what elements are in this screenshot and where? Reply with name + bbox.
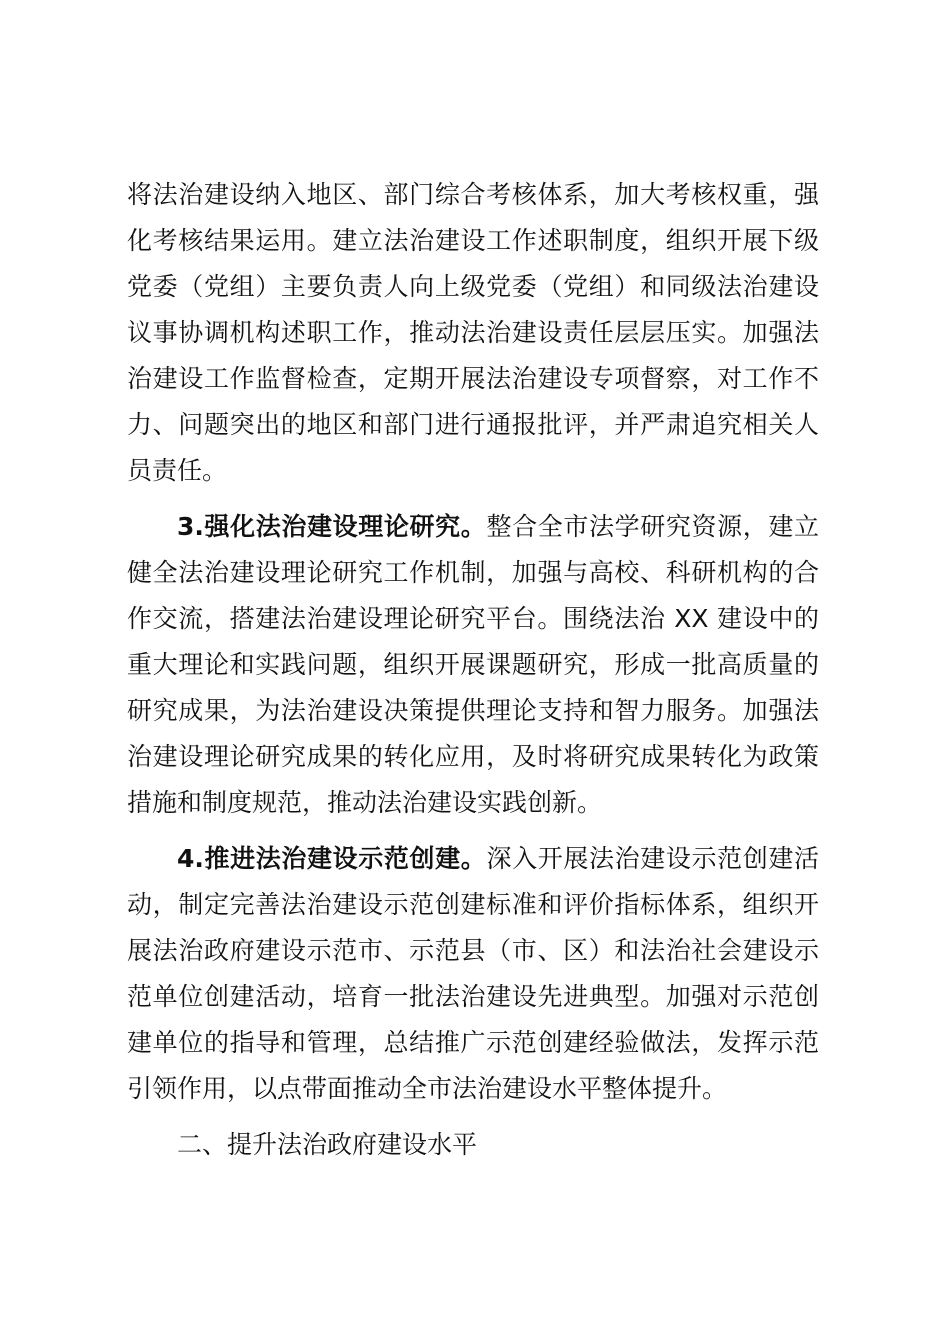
text-fragment: 深入开展法治建设示范创建活 [486,844,819,873]
text-line: 党委（党组）主要负责人向上级党委（党组）和同级法治建设 [127,272,819,301]
text-line: 研究成果，为法治建设决策提供理论支持和智力服务。加强法 [127,696,819,725]
text-line: 措施和制度规范，推动法治建设实践创新。 [127,788,603,817]
document-body [127,172,819,1178]
text-line: 作交流，搭建法治建设理论研究平台。围绕法治 XX 建设中的 [127,604,819,633]
text-line: 化考核结果运用。建立法治建设工作述职制度，组织开展下级 [127,226,819,255]
paragraph-demonstration [127,836,819,1112]
text-line-first [127,504,819,550]
text-line: 员责任。 [127,456,228,485]
text-line-first [127,836,819,882]
text-line: 范单位创建活动，培育一批法治建设先进典型。加强对示范创 [127,982,819,1011]
text-line: 治建设工作监督检查，定期开展法治建设专项督察，对工作不 [127,364,819,393]
text-line: 议事协调机构述职工作，推动法治建设责任层层压实。加强法 [127,318,819,347]
paragraph-heading: 3.强化法治建设理论研究。 [177,512,487,541]
section-heading [127,1122,819,1168]
text-line: 将法治建设纳入地区、部门综合考核体系，加大考核权重，强 [127,180,819,209]
paragraph-theory-research [127,504,819,826]
text-line: 展法治政府建设示范市、示范县（市、区）和法治社会建设示 [127,936,819,965]
text-line: 治建设理论研究成果的转化应用，及时将研究成果转化为政策 [127,742,819,771]
text-line: 重大理论和实践问题，组织开展课题研究，形成一批高质量的 [127,650,819,679]
text-line: 建单位的指导和管理，总结推广示范创建经验做法，发挥示范 [127,1028,819,1057]
paragraph-heading: 4.推进法治建设示范创建。 [177,844,487,873]
text-line: 引领作用，以点带面推动全市法治建设水平整体提升。 [127,1074,728,1103]
text-line: 力、问题突出的地区和部门进行通报批评，并严肃追究相关人 [127,410,819,439]
text-line: 动，制定完善法治建设示范创建标准和评价指标体系，组织开 [127,890,819,919]
paragraph-evaluation [127,172,819,494]
text-line: 健全法治建设理论研究工作机制，加强与高校、科研机构的合 [127,558,819,587]
text-fragment: 整合全市法学研究资源，建立 [486,512,819,541]
section-heading-text: 二、提升法治政府建设水平 [177,1130,478,1159]
